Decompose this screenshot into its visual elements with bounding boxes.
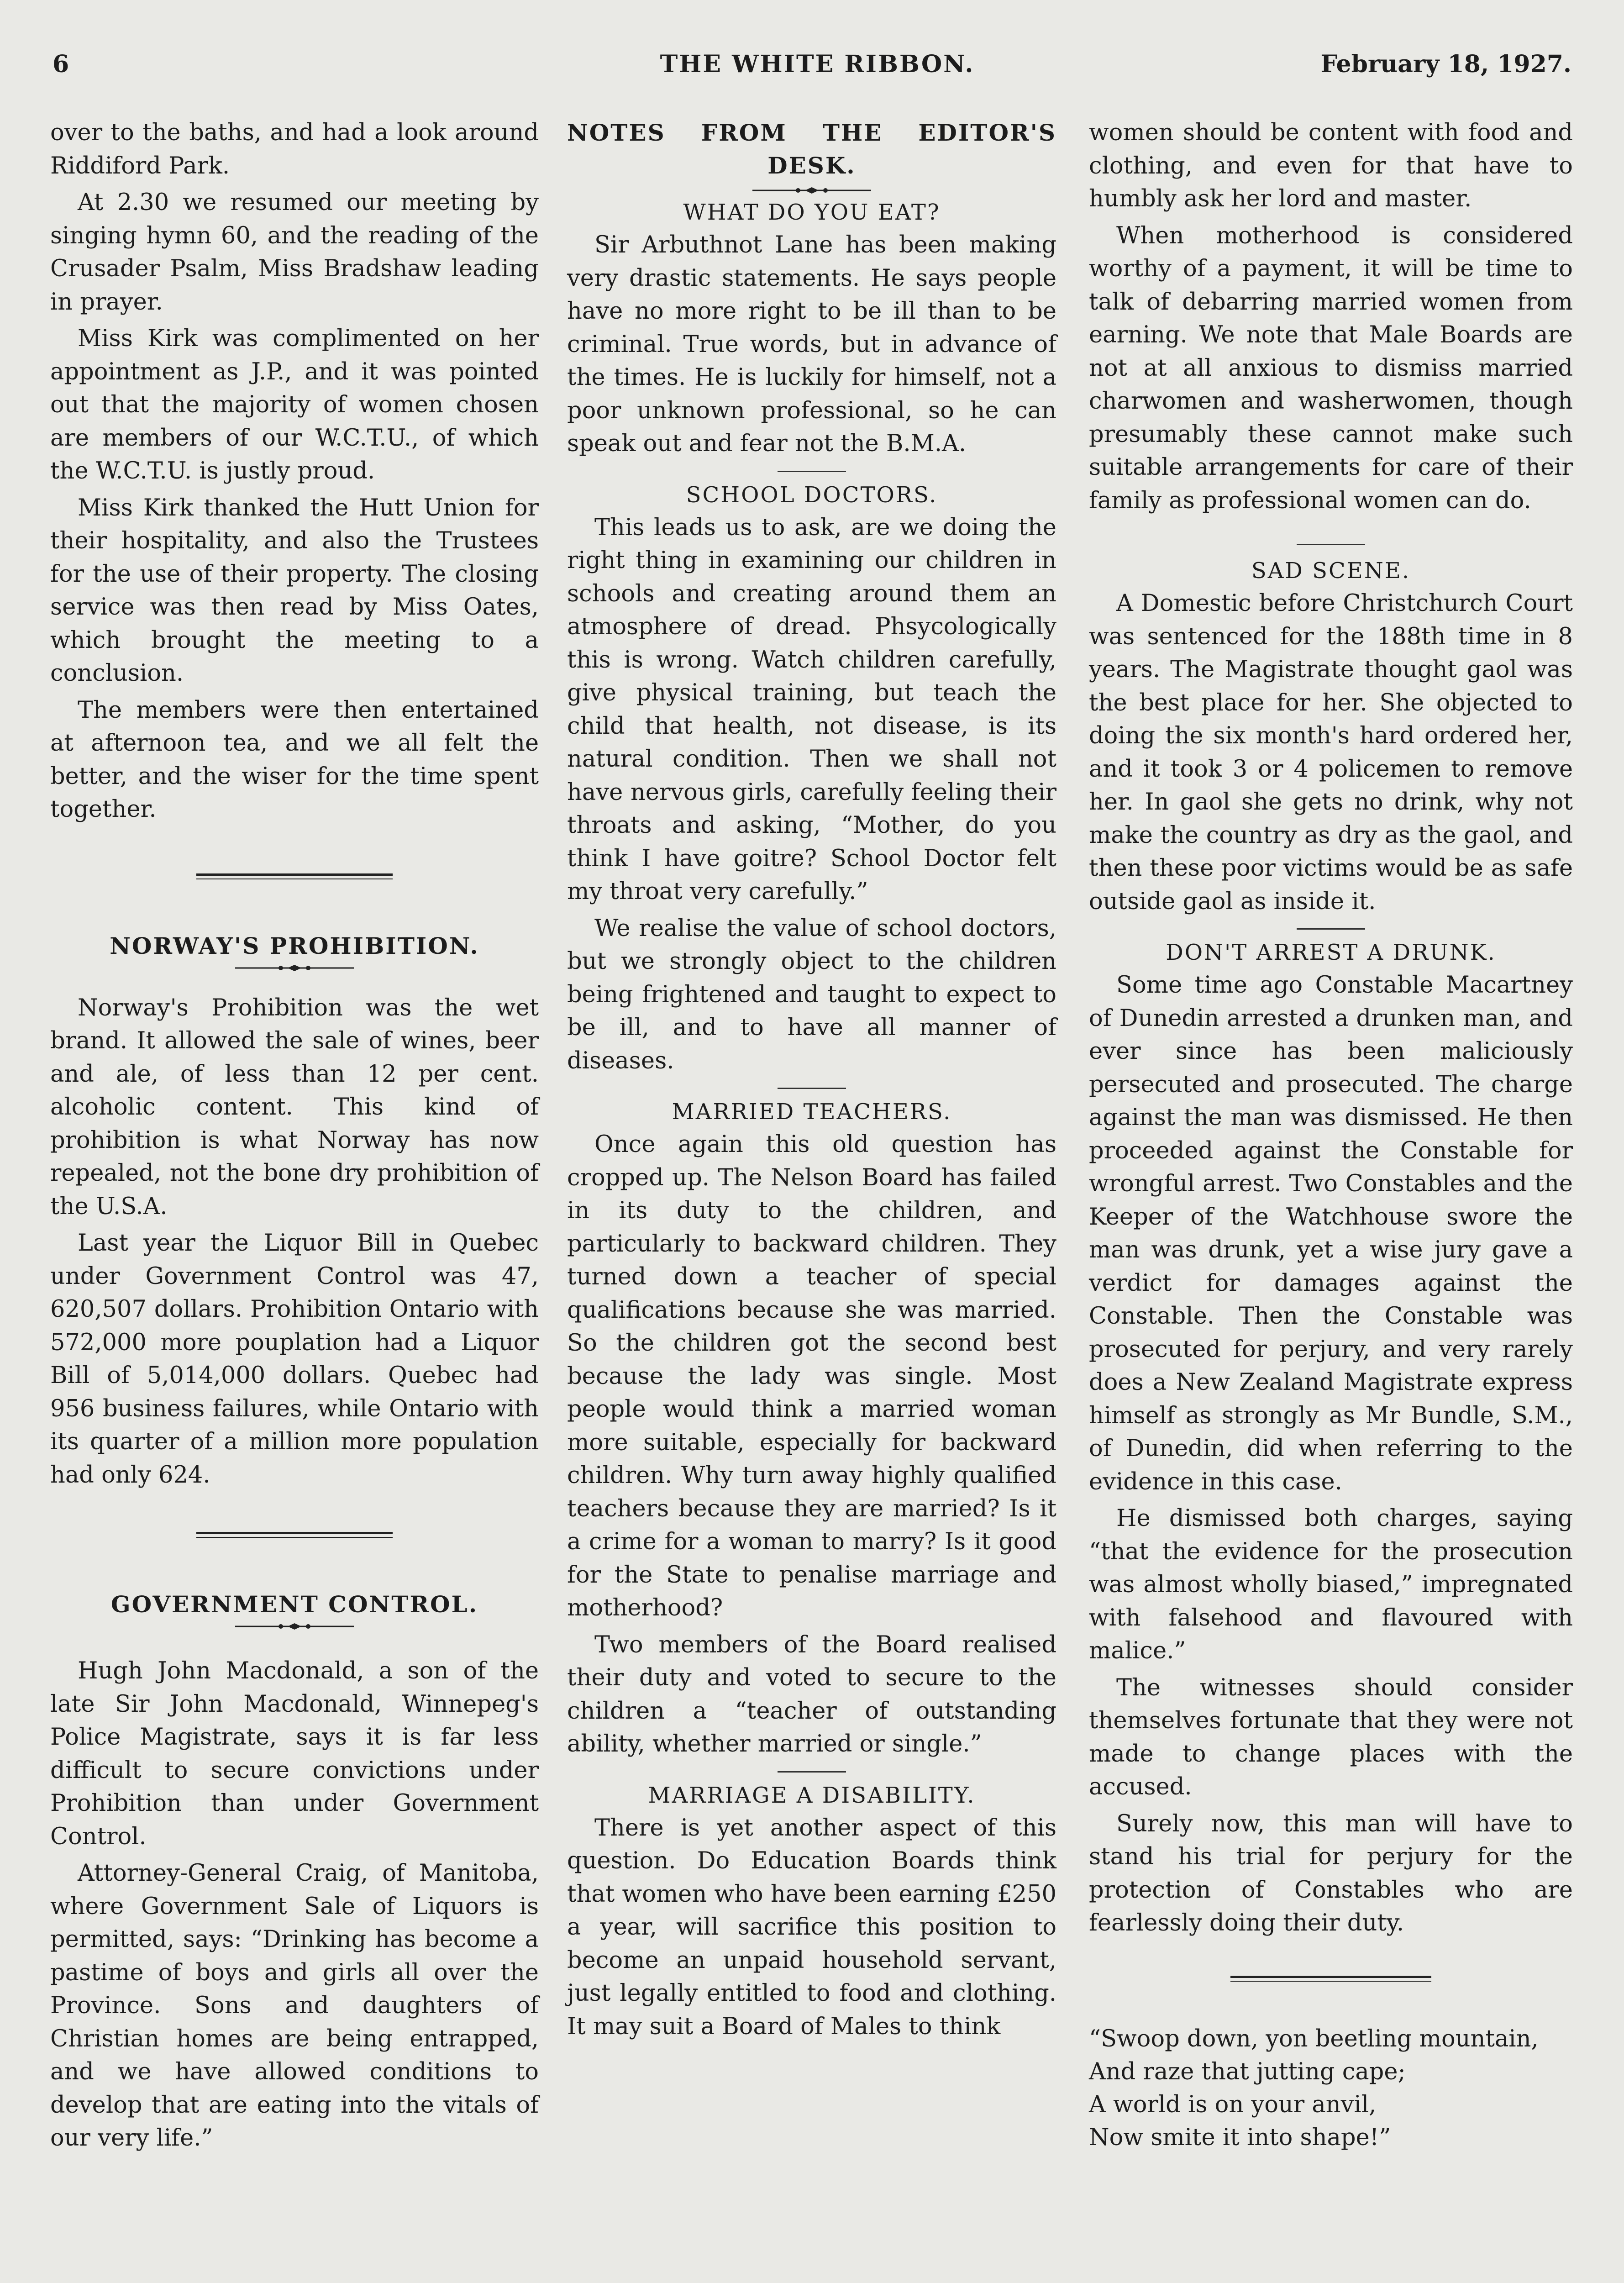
poem-line: And raze that jutting cape; bbox=[1089, 2058, 1406, 2085]
poem-line: Now smite it into shape!” bbox=[1089, 2124, 1391, 2151]
poem-line: A world is on your anvil, bbox=[1089, 2091, 1377, 2118]
column-1 bbox=[50, 116, 539, 2159]
section-divider bbox=[196, 873, 393, 879]
paragraph: over to the baths, and had a look around Riddiford Park. bbox=[50, 119, 539, 179]
paragraph: Miss Kirk was complimented on her appointment as J.P., and it was pointed out that the majority of women chosen are members of our W.C.T.U., of which the W.C.T.U. is justly proud. bbox=[50, 325, 539, 484]
paragraph: This leads us to ask, are we doing the right thing in examining our children in schools and creating around them an atmosphere of dread. Phsycologically this is wrong. Watch children carefully, give physical training, but teach the child that health, not disease, is its natural condition. Then we shall not have nervous girls, carefully feeling their throats and asking, “Mother, do you think I have goitre? School Doctor felt my throat very carefully.” bbox=[567, 514, 1056, 905]
norway-heading: NORWAY'S PROHIBITION. bbox=[110, 932, 479, 959]
what-do-you-eat-heading: WHAT DO YOU EAT? bbox=[683, 200, 941, 225]
publication-title: THE WHITE RIBBON. bbox=[660, 50, 975, 78]
govt-control-heading: GOVERNMENT CONTROL. bbox=[110, 1591, 478, 1618]
paragraph: Hugh John Macdonald, a son of the late Sir John Macdonald, Winnepeg's Police Magistrate, says it is far less difficult to secure convictions under Prohibition than under Government Control. bbox=[50, 1657, 539, 1850]
section-divider bbox=[196, 1532, 393, 1538]
page-header bbox=[0, 46, 1624, 82]
sad-scene-heading: SAD SCENE. bbox=[1251, 558, 1411, 584]
paragraph: Two members of the Board realised their duty and voted to secure to the children a “teacher of outstanding ability, whether married or single.” bbox=[567, 1631, 1056, 1757]
paragraph: The witnesses should consider themselves fortunate that they were not made to change places with the accused. bbox=[1089, 1674, 1573, 1800]
paragraph: Miss Kirk thanked the Hutt Union for their hospitality, and also the Trustees for the use of their property. The closing service was then read by Miss Oates, which brought the meeting to a conclusion. bbox=[50, 494, 539, 687]
paragraph: Sir Arbuthnot Lane has been making very drastic statements. He says people have no more right to be ill than to be criminal. True words, but in advance of the times. He is luckily for himself, not a poor unknown professional, so he can speak out and fear not the B.M.A. bbox=[567, 231, 1056, 457]
paragraph: Norway's Prohibition was the wet brand. It allowed the sale of wines, beer and ale, of less than 12 per cent. alcoholic content. This kind of prohibition is what Norway has now repealed, not the bone dry prohibition of the U.S.A. bbox=[50, 994, 539, 1220]
column-2 bbox=[567, 116, 1056, 2047]
closing-poem bbox=[1089, 2023, 1573, 2154]
paragraph: The members were then entertained at afternoon tea, and we all felt the better, and the wiser for the time spent together. bbox=[50, 696, 539, 823]
paragraph: A Domestic before Christchurch Court was sentenced for the 188th time in 8 years. The Magistrate thought gaol was the best place for her. She objected to doing the six month's hard ordered her, and it took 3 or 4 policemen to remove her. In gaol she gets no drink, why not make the country as dry as the gaol, and then these poor victims would be as safe outside gaol as inside it. bbox=[1089, 590, 1573, 915]
paragraph: He dismissed both charges, saying “that the evidence for the prosecution was almost wholly biased,” impregnated with falsehood and flavoured with malice.” bbox=[1089, 1505, 1573, 1664]
paragraph: At 2.30 we resumed our meeting by singing hymn 60, and the reading of the Crusader Psalm, Miss Bradshaw leading in prayer. bbox=[50, 189, 539, 316]
ornament-divider bbox=[235, 963, 354, 973]
paragraph: Once again this old question has cropped up. The Nelson Board has failed in its duty to the children, and particularly to backward children. They turned down a teacher of special qualifications because she was married. So the children got the second best because the lady was single. Most people would think a married woman more suitable, especially for backward children. Why turn away highly qualified teachers because they are married? Is it a crime for a woman to marry? Is it good for the State to penalise marriage and motherhood? bbox=[567, 1131, 1056, 1621]
school-doctors-heading: SCHOOL DOCTORS. bbox=[686, 482, 938, 508]
married-teachers-heading: MARRIED TEACHERS. bbox=[672, 1099, 952, 1125]
marriage-disability-heading: MARRIAGE A DISABILITY. bbox=[648, 1782, 976, 1808]
paragraph: There is yet another aspect of this question. Do Education Boards think that women who have been earning £250 a year, will sacrifice this position to become an unpaid household servant, just legally entitled to food and clothing. It may suit a Board of Males to think bbox=[567, 1814, 1056, 2040]
paragraph: women should be content with food and clothing, and even for that have to humbly ask her lord and master. bbox=[1089, 119, 1573, 212]
ornament-divider bbox=[752, 185, 871, 196]
section-divider bbox=[1230, 1976, 1431, 1982]
ornament-divider bbox=[235, 1621, 354, 1632]
editors-desk-heading: NOTES FROM THE EDITOR'S DESK. bbox=[567, 119, 1056, 179]
paragraph: Attorney-General Craig, of Manitoba, where Government Sale of Liquors is permitted, says: “Drinking has become a pastime of boys and girls all over the Province. Sons and daughters of Christian homes are being entrapped, and we have allowed conditions to develop that are eating into the vitals of our very life.” bbox=[50, 1860, 539, 2151]
paragraph: When motherhood is considered worthy of a payment, it will be time to talk of debarring married women from earning. We note that Male Boards are not at all anxious to dismiss married charwomen and washerwomen, though presumably these cannot make such suitable arrangements for care of their family as professional women can do. bbox=[1089, 222, 1573, 514]
dont-arrest-heading: DON'T ARREST A DRUNK. bbox=[1166, 940, 1496, 965]
issue-date: February 18, 1927. bbox=[1320, 50, 1571, 78]
column-3 bbox=[1089, 116, 1573, 2154]
page-number: 6 bbox=[53, 50, 69, 78]
paragraph: We realise the value of school doctors, but we strongly object to the children being frightened and taught to expect to be ill, and to have all manner of diseases. bbox=[567, 915, 1056, 1074]
paragraph: Surely now, this man will have to stand his trial for perjury for the protection of Constables who are fearlessly doing their duty. bbox=[1089, 1810, 1573, 1936]
paragraph: Last year the Liquor Bill in Quebec under Government Control was 47, 620,507 dollars. Prohibition Ontario with 572,000 more pouplation had a Liquor Bill of 5,014,000 dollars. Quebec had 956 business failures, while Ontario with its quarter of a million more population had only 624. bbox=[50, 1230, 539, 1489]
paragraph: Some time ago Constable Macartney of Dunedin arrested a drunken man, and ever since has been maliciously persecuted and prosecuted. The charge against the man was dismissed. He then proceeded against the Constable for wrongful arrest. Two Constables and the Keeper of the Watchhouse swore the man was drunk, yet a wise jury gave a verdict for damages against the Constable. Then the Constable was prosecuted for perjury, and very rarely does a New Zealand Magistrate express himself as strongly as Mr Bundle, S.M., of Dunedin, did when referring to the evidence in this case. bbox=[1089, 972, 1573, 1495]
poem-line: “Swoop down, yon beetling mountain, bbox=[1089, 2025, 1539, 2052]
